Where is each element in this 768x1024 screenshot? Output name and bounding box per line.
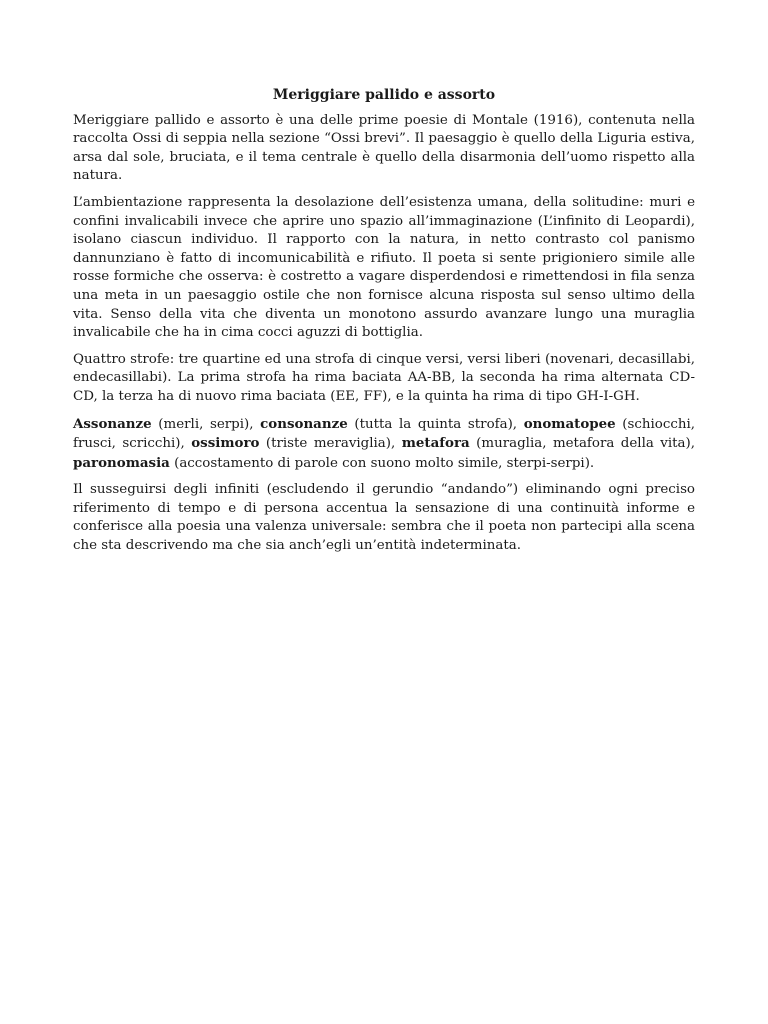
term-metafora: metafora (401, 435, 470, 452)
desc-assonanze: (merli, serpi), (151, 416, 261, 432)
desc-onomatopee: (schiocchi, frusci, scricchi), (73, 416, 696, 452)
desc-ossimoro: (triste meraviglia), (259, 436, 402, 452)
desc-metafora: (muraglia, metafora della vita), (469, 436, 695, 452)
desc-consonanze: (tutta la quinta strofa), (347, 416, 524, 432)
paragraph-rhetorical-figures (73, 415, 695, 474)
document-title: Meriggiare pallido e assorto (272, 87, 496, 103)
term-ossimoro: ossimoro (191, 435, 260, 452)
term-onomatopee: onomatopee (523, 415, 616, 432)
term-assonanze: Assonanze (73, 415, 152, 432)
term-consonanze: consonanze (260, 415, 348, 432)
document-page (73, 86, 695, 564)
paragraph-structure: Quattro strofe: tre quartine ed una strofa di cinque versi, versi liberi (novenari, decasillabi, endecasillabi). La prima strofa ha rima baciata AA-BB, la seconda ha rima alternata CD-CD, la terza ha di nuovo rima baciata (EE, FF), e la quinta ha rima di tipo GH-I-GH. (73, 351, 695, 404)
term-paronomasia: paronomasia (73, 454, 170, 471)
desc-paronomasia: (accostamento di parole con suono molto simile, sterpi-serpi). (169, 455, 595, 471)
paragraph-closing: Il susseguirsi degli infiniti (escludendo il gerundio “andando”) eliminando ogni preciso riferimento di tempo e di persona accentua la sensazione di una continuità informe e conferisce alla poesia una valenza universale: sembra che il poeta non partecipi alla scena che sta descrivendo ma che sia anch’egli un’entità indeterminata. (73, 482, 695, 554)
paragraph-intro: Meriggiare pallido e assorto è una delle prime poesie di Montale (1916), contenuta nella raccolta Ossi di seppia nella sezione “Ossi brevi”. Il paesaggio è quello della Liguria estiva, arsa dal sole, bruciata, e il tema centrale è quello della disarmonia dell’uomo rispetto alla natura. (73, 112, 695, 184)
paragraph-setting: L’ambientazione rappresenta la desolazione dell’esistenza umana, della solitudine: muri e confini invalicabili invece che aprire uno spazio all’immaginazione (L’infinito di Leopardi), isolano ciascun individuo. Il rapporto con la natura, in netto contrasto col panismo dannunziano è fatto di incomunicabilità e rifiuto. Il poeta si sente prigioniero simile alle rosse formiche che osserva: è costretto a vagare disperdendosi e rimettendosi in fila senza una meta in un paesaggio ostile che non fornisce alcuna risposta sul senso ultimo della vita. Senso della vita che diventa un monotono assurdo avanzare lungo una muraglia invalicabile che ha in cima cocci aguzzi di bottiglia. (73, 194, 695, 341)
